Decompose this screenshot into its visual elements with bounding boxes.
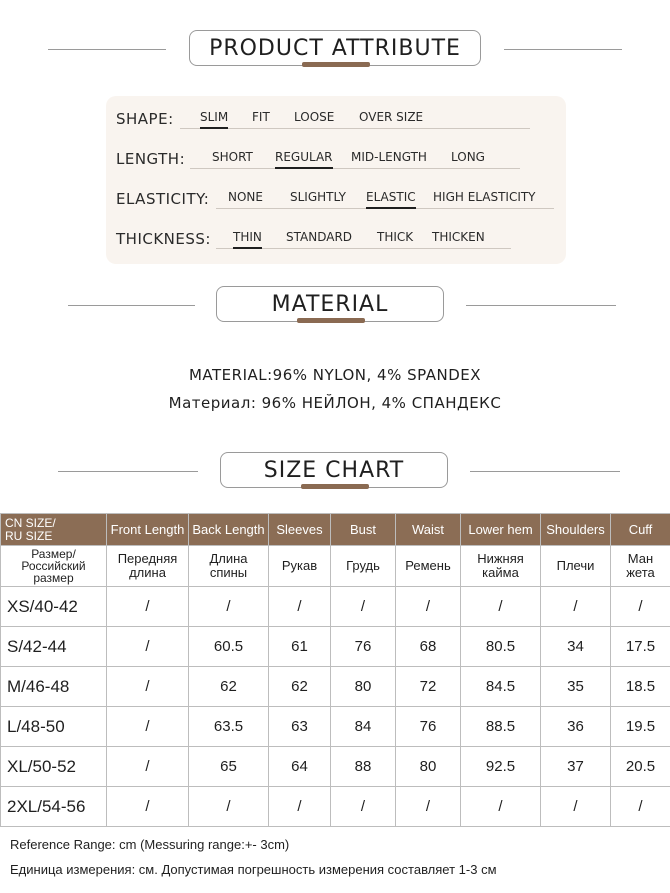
header-cell: Cuff bbox=[611, 514, 670, 546]
header-cell: Shoulders bbox=[541, 514, 611, 546]
table-cell: 37 bbox=[541, 747, 611, 787]
header-cell: CN SIZE/ RU SIZE bbox=[1, 514, 107, 546]
table-cell: / bbox=[396, 587, 461, 627]
divider bbox=[68, 305, 195, 306]
table-cell: 17.5 bbox=[611, 627, 670, 667]
section-title: PRODUCT ATTRIBUTE bbox=[209, 35, 461, 61]
table-cell: 76 bbox=[396, 707, 461, 747]
table-cell: / bbox=[107, 707, 189, 747]
material-en: MATERIAL:96% NYLON, 4% SPANDEX bbox=[188, 366, 482, 384]
table-cell: / bbox=[541, 787, 611, 827]
table-cell: / bbox=[107, 747, 189, 787]
table-cell: 84.5 bbox=[461, 667, 541, 707]
material-ru: Материал: 96% НЕЙЛОН, 4% СПАНДЕКС bbox=[168, 394, 502, 412]
attr-option-selected: SLIM bbox=[200, 110, 229, 124]
table-cell: / bbox=[107, 627, 189, 667]
accent-bar bbox=[302, 62, 370, 67]
table-row bbox=[1, 747, 670, 787]
header-cell: Ман жета bbox=[611, 546, 670, 587]
table-cell: / bbox=[331, 787, 396, 827]
divider bbox=[466, 305, 616, 306]
attr-row-elasticity bbox=[106, 184, 566, 214]
table-cell: 63 bbox=[269, 707, 331, 747]
table-cell: / bbox=[611, 587, 670, 627]
table-cell: / bbox=[269, 787, 331, 827]
attr-label: SHAPE: bbox=[116, 110, 174, 128]
header-cell: Нижняя кайма bbox=[461, 546, 541, 587]
divider bbox=[48, 49, 166, 50]
table-cell: 88.5 bbox=[461, 707, 541, 747]
table-cell: 68 bbox=[396, 627, 461, 667]
attr-label: THICKNESS: bbox=[116, 230, 211, 248]
section-title-box bbox=[216, 286, 444, 322]
table-row bbox=[1, 587, 670, 627]
attr-option: THICKEN bbox=[432, 230, 485, 244]
accent-bar bbox=[301, 484, 369, 489]
attr-option: MID-LENGTH bbox=[351, 150, 427, 164]
table-cell: / bbox=[189, 787, 269, 827]
attr-underline bbox=[190, 168, 520, 169]
divider bbox=[58, 471, 198, 472]
material-header bbox=[0, 286, 670, 326]
table-cell: 80 bbox=[331, 667, 396, 707]
reference-range-ru: Единица измерения: см. Допустимая погрешность измерения составляет 1-3 см bbox=[10, 862, 497, 877]
table-cell: / bbox=[396, 787, 461, 827]
accent-bar bbox=[297, 318, 365, 323]
table-cell: / bbox=[189, 587, 269, 627]
size-chart-header bbox=[0, 452, 670, 492]
table-cell: 36 bbox=[541, 707, 611, 747]
table-cell: 88 bbox=[331, 747, 396, 787]
header-cell: Передняя длина bbox=[107, 546, 189, 587]
attr-option: NONE bbox=[228, 190, 263, 204]
attribute-panel bbox=[106, 96, 566, 264]
attr-option: THICK bbox=[377, 230, 414, 244]
attr-label: ELASTICITY: bbox=[116, 190, 210, 208]
table-cell: 62 bbox=[269, 667, 331, 707]
attr-option: HIGH ELASTICITY bbox=[433, 190, 536, 204]
table-cell: / bbox=[269, 587, 331, 627]
size-table-body bbox=[1, 587, 670, 827]
header-cell: Плечи bbox=[541, 546, 611, 587]
size-label-cell: M/46-48 bbox=[1, 667, 107, 707]
attr-row-shape bbox=[106, 104, 566, 134]
table-cell: 34 bbox=[541, 627, 611, 667]
header-cell: Длина спины bbox=[189, 546, 269, 587]
table-cell: 61 bbox=[269, 627, 331, 667]
attr-row-length bbox=[106, 144, 566, 174]
table-cell: / bbox=[611, 787, 670, 827]
header-cell: Waist bbox=[396, 514, 461, 546]
attr-underline bbox=[180, 128, 530, 129]
table-cell: 80.5 bbox=[461, 627, 541, 667]
table-row bbox=[1, 627, 670, 667]
table-cell: 72 bbox=[396, 667, 461, 707]
header-cell: Грудь bbox=[331, 546, 396, 587]
table-cell: 18.5 bbox=[611, 667, 670, 707]
table-cell: 60.5 bbox=[189, 627, 269, 667]
section-title-box bbox=[220, 452, 448, 488]
table-cell: / bbox=[541, 587, 611, 627]
table-cell: 92.5 bbox=[461, 747, 541, 787]
table-cell: 63.5 bbox=[189, 707, 269, 747]
attr-option: SHORT bbox=[212, 150, 253, 164]
attr-option: STANDARD bbox=[286, 230, 353, 244]
header-cell: Рукав bbox=[269, 546, 331, 587]
table-cell: / bbox=[331, 587, 396, 627]
attr-option: SLIGHTLY bbox=[290, 190, 346, 204]
table-row bbox=[1, 787, 670, 827]
table-cell: 62 bbox=[189, 667, 269, 707]
table-cell: 80 bbox=[396, 747, 461, 787]
size-label-cell: L/48-50 bbox=[1, 707, 107, 747]
attr-option: LONG bbox=[451, 150, 485, 164]
attr-option: LOOSE bbox=[294, 110, 335, 124]
divider bbox=[504, 49, 622, 50]
attr-label: LENGTH: bbox=[116, 150, 186, 168]
divider bbox=[470, 471, 620, 472]
table-cell: 35 bbox=[541, 667, 611, 707]
table-cell: 64 bbox=[269, 747, 331, 787]
size-label-cell: XS/40-42 bbox=[1, 587, 107, 627]
size-chart-table bbox=[0, 513, 670, 827]
header-cell: Back Length bbox=[189, 514, 269, 546]
attr-row-thickness bbox=[106, 224, 566, 254]
section-title: SIZE CHART bbox=[263, 457, 405, 483]
header-cell: Размер/ Российский размер bbox=[1, 546, 107, 587]
table-cell: 65 bbox=[189, 747, 269, 787]
table-cell: / bbox=[461, 787, 541, 827]
table-cell: 84 bbox=[331, 707, 396, 747]
section-title: MATERIAL bbox=[271, 291, 389, 317]
section-title-box bbox=[189, 30, 481, 66]
size-label-cell: 2XL/54-56 bbox=[1, 787, 107, 827]
table-row bbox=[1, 667, 670, 707]
header-cell: Front Length bbox=[107, 514, 189, 546]
table-cell: / bbox=[107, 667, 189, 707]
header-row-en bbox=[1, 514, 670, 546]
header-cell: Sleeves bbox=[269, 514, 331, 546]
header-row-ru bbox=[1, 546, 670, 587]
attr-option: FIT bbox=[252, 110, 270, 124]
attr-option-selected: THIN bbox=[233, 230, 262, 244]
header-cell: Lower hem bbox=[461, 514, 541, 546]
table-row bbox=[1, 707, 670, 747]
attr-option: OVER SIZE bbox=[359, 110, 424, 124]
header-cell: Bust bbox=[331, 514, 396, 546]
attr-option-selected: REGULAR bbox=[275, 150, 333, 164]
size-label-cell: S/42-44 bbox=[1, 627, 107, 667]
table-cell: 76 bbox=[331, 627, 396, 667]
table-cell: 20.5 bbox=[611, 747, 670, 787]
table-cell: 19.5 bbox=[611, 707, 670, 747]
table-cell: / bbox=[107, 587, 189, 627]
attr-option-selected: ELASTIC bbox=[366, 190, 416, 204]
table-cell: / bbox=[461, 587, 541, 627]
size-label-cell: XL/50-52 bbox=[1, 747, 107, 787]
header-cell: Ремень bbox=[396, 546, 461, 587]
reference-range-en: Reference Range: cm (Messuring range:+- 3cm) bbox=[10, 837, 290, 852]
table-cell: / bbox=[107, 787, 189, 827]
product-attribute-header bbox=[0, 30, 670, 70]
